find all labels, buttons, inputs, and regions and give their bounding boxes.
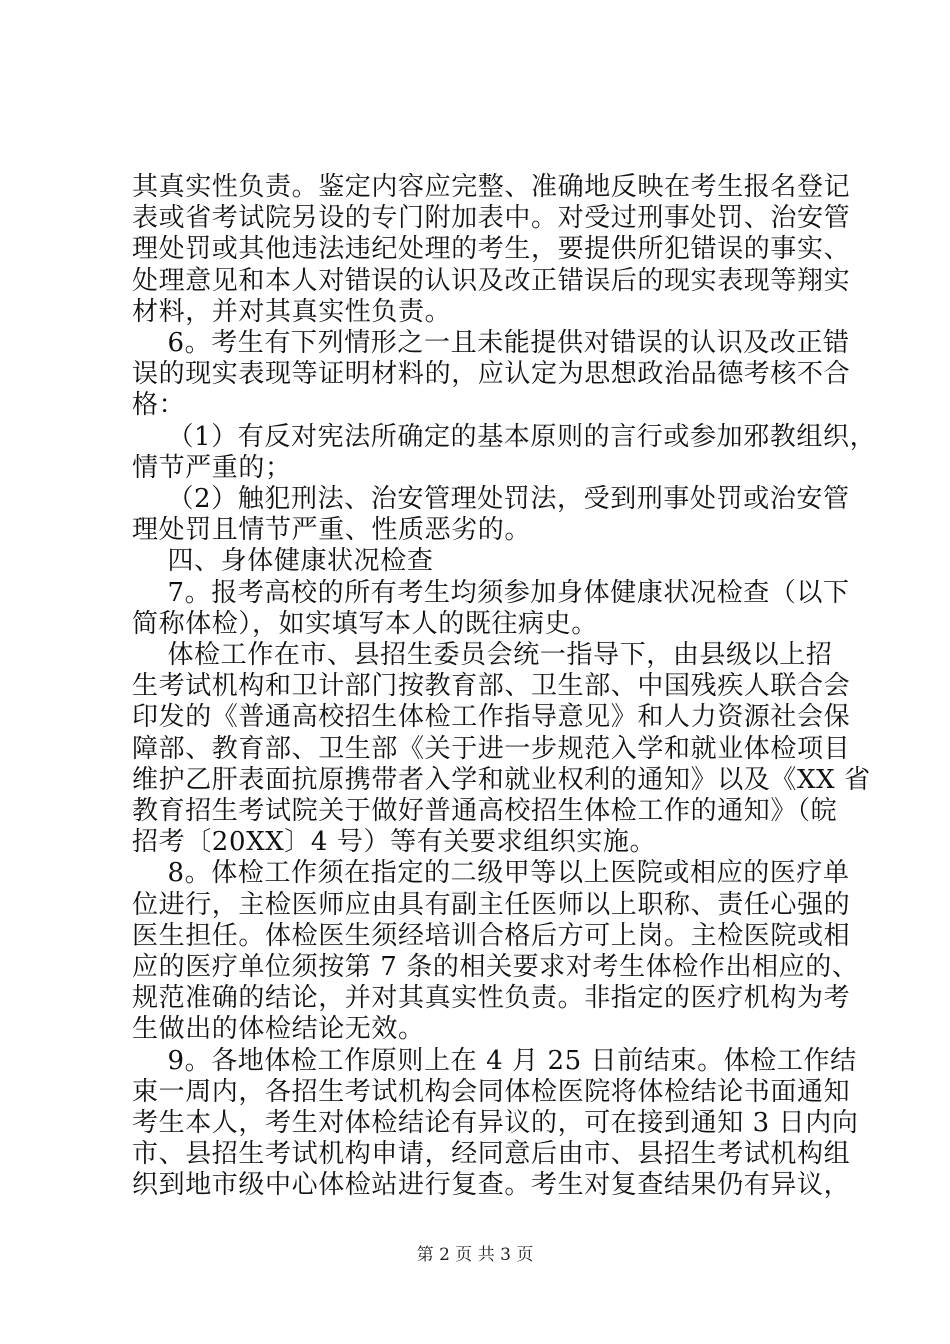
text-line: 格： <box>132 390 186 421</box>
text-line: 束一周内，各招生考试机构会同体检医院将体检结论书面通知 <box>132 1076 851 1107</box>
text-line: 规范准确的结论，并对其真实性负责。非指定的医疗机构为考 <box>132 983 851 1014</box>
text-line: 简称体检），如实填写本人的既往病史。 <box>132 608 598 639</box>
text-line: 其真实性负责。鉴定内容应完整、准确地反映在考生报名登记 <box>132 172 851 202</box>
text-line: 体检工作在市、县招生委员会统一指导下，由县级以上招 <box>132 640 833 670</box>
section-heading: 四、身体健康状况检查 <box>132 546 434 577</box>
text-line: 维护乙肝表面抗原携带者入学和就业权利的通知》以及《XX 省 <box>132 764 871 795</box>
text-line: 招考〔20XX〕4 号）等有关要求组织实施。 <box>132 827 657 858</box>
text-line: 障部、教育部、卫生部《关于进一步规范入学和就业体检项目 <box>132 733 851 764</box>
text-line: 市、县招生考试机构申请，经同意后由市、县招生考试机构组 <box>132 1139 851 1170</box>
text-line: 表或省考试院另设的专门附加表中。对受过刑事处罚、治安管 <box>132 203 851 234</box>
text-line: 理处罚或其他违法违纪处理的考生，要提供所犯错误的事实、 <box>132 234 851 265</box>
text-line: （2）触犯刑法、治安管理处罚法，受到刑事处罚或治安管 <box>132 484 850 514</box>
text-line: 处理意见和本人对错误的认识及改正错误后的现实表现等翔实 <box>132 265 851 296</box>
text-line: 教育招生考试院关于做好普通高校招生体检工作的通知》（皖 <box>132 796 838 826</box>
text-line: 误的现实表现等证明材料的，应认定为思想政治品德考核不合 <box>132 359 851 390</box>
text-line: 7。报考高校的所有考生均须参加身体健康状况检查（以下 <box>132 577 850 608</box>
text-line: （1）有反对宪法所确定的基本原则的言行或参加邪教组织， <box>132 421 877 452</box>
text-line: 织到地市级中心体检站进行复查。考生对复查结果仍有异议， <box>132 1170 851 1201</box>
text-line: 6。考生有下列情形之一且未能提供对错误的认识及改正错 <box>132 328 850 358</box>
text-line: 医生担任。体检医生须经培训合格后方可上岗。主检医院或相 <box>132 920 851 951</box>
text-line: 9。各地体检工作原则上在 4 月 25 日前结束。体检工作结 <box>132 1045 857 1076</box>
text-line: 生做出的体检结论无效。 <box>132 1014 425 1045</box>
text-line: 情节严重的； <box>132 452 292 483</box>
page-footer: 第 2 页 共 3 页 <box>416 1245 534 1265</box>
text-line: 生考试机构和卫计部门按教育部、卫生部、中国残疾人联合会 <box>132 671 851 702</box>
text-line: 应的医疗单位须按第 7 条的相关要求对考生体检作出相应的、 <box>132 952 859 982</box>
text-line: 考生本人，考生对体检结论有异议的，可在接到通知 3 日内向 <box>132 1108 859 1138</box>
text-line: 理处罚且情节严重、性质恶劣的。 <box>132 515 532 546</box>
text-line: 8。体检工作须在指定的二级甲等以上医院或相应的医疗单 <box>132 858 850 889</box>
text-line: 印发的《普通高校招生体检工作指导意见》和人力资源社会保 <box>132 702 851 733</box>
text-line: 位进行，主检医师应由具有副主任医师以上职称、责任心强的 <box>132 889 851 920</box>
text-line: 材料，并对其真实性负责。 <box>132 296 452 327</box>
